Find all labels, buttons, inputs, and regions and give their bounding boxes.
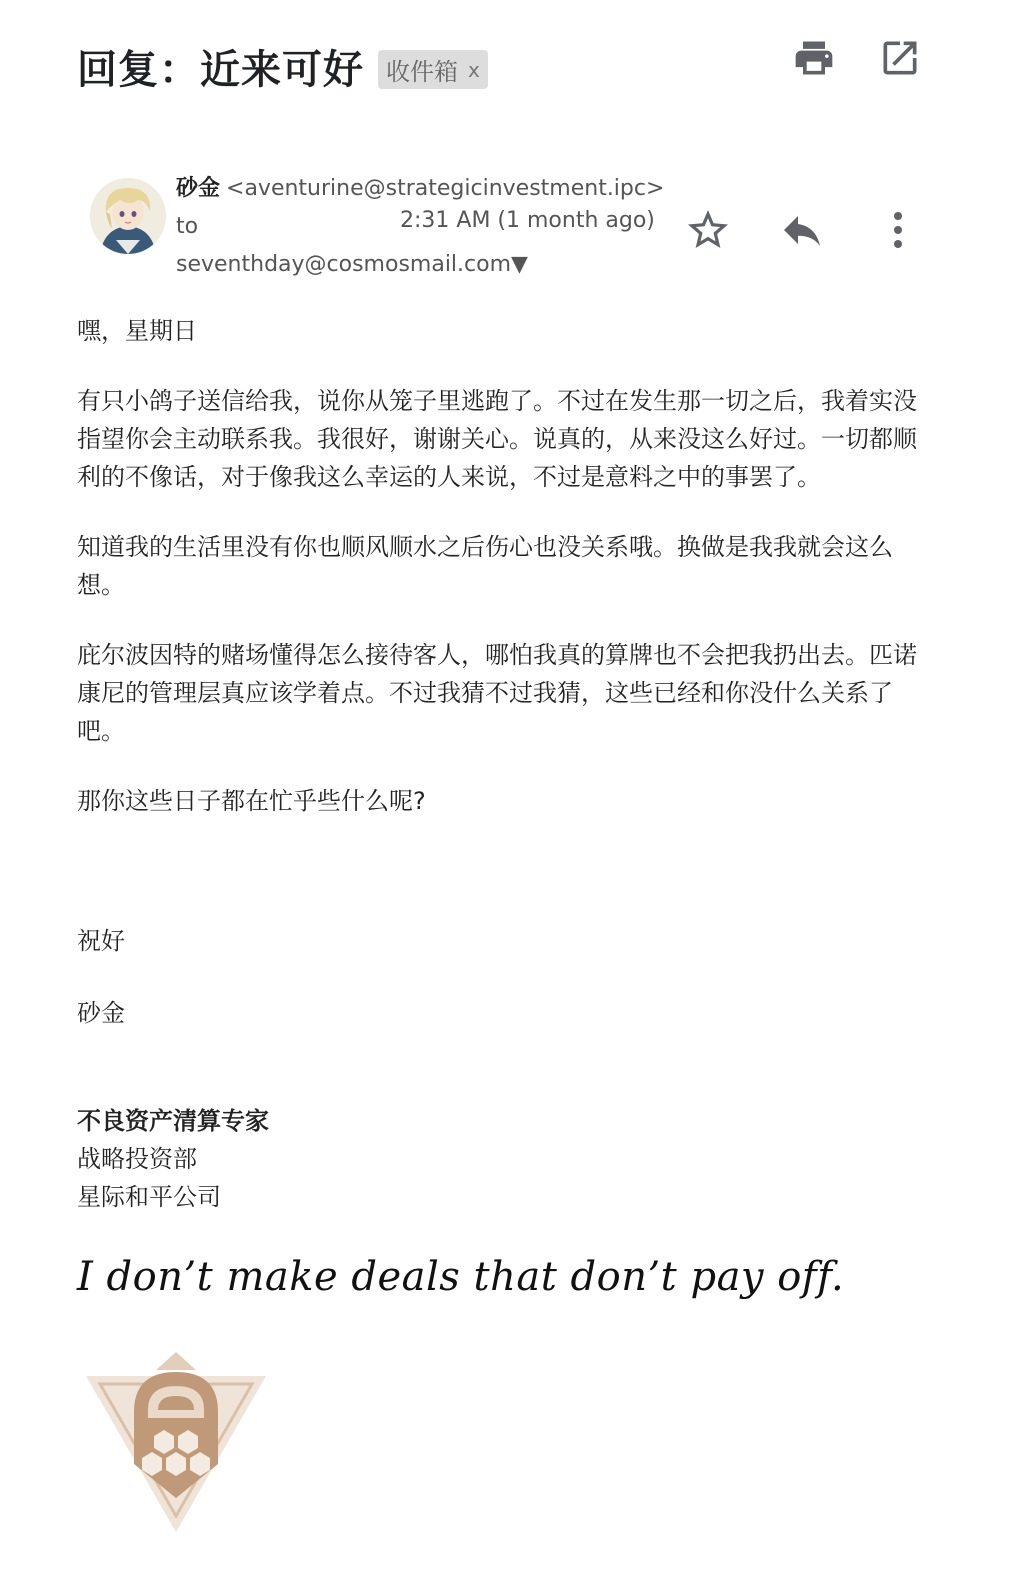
- label-chip-text: 收件箱: [386, 58, 458, 86]
- star-icon[interactable]: [684, 206, 732, 254]
- signature-department: 战略投资部: [77, 1145, 197, 1173]
- body-paragraph: 知道我的生活里没有你也顺风顺水之后伤心也没关系哦。换做是我我就会这么想。: [77, 533, 893, 599]
- subject-row: [77, 38, 488, 95]
- inbox-label-chip[interactable]: [378, 50, 488, 89]
- email-body: [77, 312, 937, 1066]
- email-timestamp: 2:31 AM (1 month ago): [400, 208, 655, 233]
- remove-label-button[interactable]: x: [468, 57, 480, 82]
- sender-name: 砂金: [176, 176, 221, 201]
- signature: [77, 1102, 269, 1216]
- reply-icon[interactable]: [778, 206, 826, 254]
- print-icon[interactable]: [792, 36, 836, 80]
- body-paragraph: 庇尔波因特的赌场懂得怎么接待客人，哪怕我真的算牌也不会把我扔出去。匹诺康尼的管理层真应该学着点。不过我猜不过我猜，这些已经和你没什么关系了吧。: [77, 641, 917, 745]
- signature-company: 星际和平公司: [77, 1183, 221, 1211]
- body-paragraph: 那你这些日子都在忙乎些什么呢?: [77, 787, 426, 815]
- sender-email: <aventurine@strategicinvestment.ipc>: [226, 176, 665, 201]
- sender-avatar: [90, 178, 166, 254]
- signature-title: 不良资产清算专家: [77, 1107, 269, 1135]
- closing-name: 砂金: [77, 999, 125, 1027]
- to-prefix: to: [176, 214, 199, 239]
- company-emblem-logo: [78, 1348, 274, 1538]
- closing: 祝好: [77, 927, 125, 955]
- signature-motto: I don’t make deals that don’t pay off.: [77, 1254, 845, 1300]
- greeting: 嘿，星期日: [77, 317, 197, 345]
- more-vertical-icon[interactable]: [874, 206, 922, 254]
- open-in-new-window-icon[interactable]: [878, 36, 922, 80]
- email-subject: 回复：近来可好: [77, 47, 364, 93]
- recipient-dropdown[interactable]: seventhday@cosmosmail.com▼: [176, 252, 528, 277]
- body-paragraph: 有只小鸽子送信给我，说你从笼子里逃跑了。不过在发生那一切之后，我着实没指望你会主动联系我。我很好，谢谢关心。说真的，从来没这么好过。一切都顺利的不像话，对于像我这么幸运的人来说，不过是意料之中的事罢了。: [77, 387, 917, 491]
